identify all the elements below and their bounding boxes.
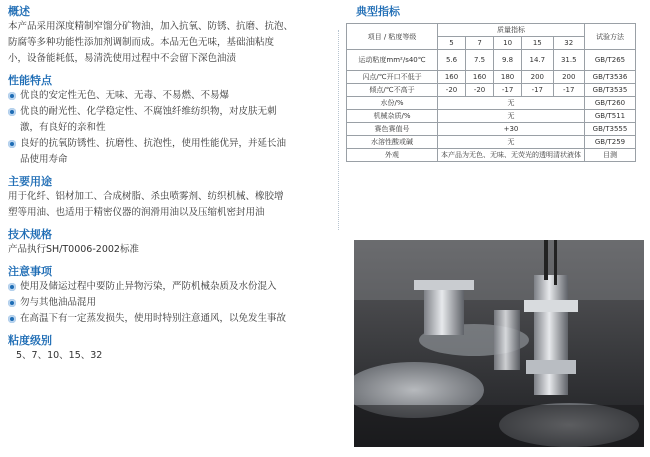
table-cell: 无 <box>438 97 585 110</box>
right-column <box>346 4 644 162</box>
table-cell: -17 <box>553 84 584 97</box>
table-cell: 180 <box>494 71 522 84</box>
bullet-icon <box>8 315 16 323</box>
table-cell: 200 <box>522 71 553 84</box>
bullet-icon <box>8 140 16 148</box>
features-title: 性能特点 <box>8 74 52 87</box>
feature-text: 品使用寿命 <box>20 154 68 165</box>
notes-title: 注意事项 <box>8 265 52 278</box>
table-row <box>347 149 636 162</box>
grades-text: 5、7、10、15、32 <box>16 350 103 361</box>
uses-line: 塑等用油、也适用于精密仪器的润滑用油以及压缩机密封用油 <box>8 207 265 218</box>
table-cell: -20 <box>438 84 466 97</box>
table-cell: 无 <box>438 110 585 123</box>
table-title: 典型指标 <box>356 5 400 18</box>
machinery-photo-illustration <box>354 240 644 447</box>
left-column <box>8 4 334 364</box>
note-item <box>8 311 334 327</box>
feature-item <box>8 136 334 168</box>
grade-cell: 5 <box>438 37 466 50</box>
row-label: 水份/% <box>347 97 438 110</box>
table-row <box>347 97 636 110</box>
table-cell: 31.5 <box>553 50 584 71</box>
overview-line: 本产品采用深度精制窄馏分矿物油，加入抗氧、防锈、抗磨、抗泡、 <box>8 21 294 32</box>
note-item <box>8 279 334 295</box>
row-label: 倾点/℃不高于 <box>347 84 438 97</box>
spec-table <box>346 23 636 162</box>
row-label: 机械杂质/% <box>347 110 438 123</box>
table-cell: 7.5 <box>466 50 494 71</box>
table-header-row <box>347 24 636 37</box>
method-cell: 目测 <box>585 149 636 162</box>
grade-cell: 15 <box>522 37 553 50</box>
machinery-photo <box>354 240 644 447</box>
grade-cell: 7 <box>466 37 494 50</box>
method-cell: GB/T265 <box>585 50 636 71</box>
table-cell: -20 <box>466 84 494 97</box>
note-text: 使用及储运过程中要防止异物污染，严防机械杂质及水份混入 <box>20 281 277 292</box>
feature-text: 激，有良好的亲和性 <box>20 122 106 133</box>
table-row <box>347 50 636 71</box>
method-cell: GB/T3555 <box>585 123 636 136</box>
table-cell: 无 <box>438 136 585 149</box>
table-row <box>347 84 636 97</box>
column-divider <box>338 30 339 230</box>
header-method: 试验方法 <box>585 24 636 50</box>
bullet-icon <box>8 108 16 116</box>
grades-title: 粘度级别 <box>8 334 52 347</box>
note-item <box>8 295 334 311</box>
method-cell: GB/T3535 <box>585 84 636 97</box>
row-label: 水溶性酸或碱 <box>347 136 438 149</box>
grade-cell: 10 <box>494 37 522 50</box>
row-label: 赛色赛值号 <box>347 123 438 136</box>
row-label: 外观 <box>347 149 438 162</box>
row-label: 闪点/℃开口不低于 <box>347 71 438 84</box>
feature-text: 良好的抗氧防锈性、抗磨性、抗泡性，使用性能优异，并延长油 <box>20 138 287 149</box>
table-cell: 9.8 <box>494 50 522 71</box>
method-cell: GB/T511 <box>585 110 636 123</box>
note-text: 勿与其他油品混用 <box>20 297 97 308</box>
bullet-icon <box>8 299 16 307</box>
table-cell: +30 <box>438 123 585 136</box>
header-item: 项目 / 粘度等级 <box>347 24 438 50</box>
overview-line: 小，设备能耗低，易清洗使用过程中不会留下深色油渍 <box>8 53 237 64</box>
header-quality: 质量指标 <box>438 24 585 37</box>
row-label: 运动粘度mm²/s40℃ <box>347 50 438 71</box>
overview-title: 概述 <box>8 5 30 18</box>
method-cell: GB/T260 <box>585 97 636 110</box>
method-cell: GB/T3536 <box>585 71 636 84</box>
uses-line: 用于化纤、铝材加工、合成树脂、杀虫喷雾剂、纺织机械、橡胶增 <box>8 191 284 202</box>
table-row <box>347 71 636 84</box>
table-row <box>347 110 636 123</box>
spec-text: 产品执行SH/T0006-2002标准 <box>8 244 139 255</box>
table-cell: 5.6 <box>438 50 466 71</box>
uses-title: 主要用途 <box>8 175 52 188</box>
method-cell: GB/T259 <box>585 136 636 149</box>
overview-line: 防腐等多种功能性添加剂调制而成。本品无色无味，基础油粘度 <box>8 37 275 48</box>
table-cell: 160 <box>466 71 494 84</box>
table-cell: 200 <box>553 71 584 84</box>
bullet-icon <box>8 283 16 291</box>
feature-item <box>8 88 334 104</box>
table-row <box>347 123 636 136</box>
feature-item <box>8 104 334 136</box>
grade-cell: 32 <box>553 37 584 50</box>
table-cell: 本产品为无色、无味、无荧光的透明清状液体 <box>438 149 585 162</box>
table-cell: -17 <box>522 84 553 97</box>
feature-text: 优良的耐光性、化学稳定性、不腐蚀纤维纺织物，对皮肤无刺 <box>20 106 277 117</box>
table-row <box>347 136 636 149</box>
table-cell: 160 <box>438 71 466 84</box>
table-cell: 14.7 <box>522 50 553 71</box>
table-cell: -17 <box>494 84 522 97</box>
feature-text: 优良的安定性无色、无味、无毒、不易燃、不易爆 <box>20 90 230 101</box>
bullet-icon <box>8 92 16 100</box>
spec-title: 技术规格 <box>8 228 52 241</box>
note-text: 在高温下有一定蒸发损失，使用时特别注意通风，以免发生事故 <box>20 313 287 324</box>
